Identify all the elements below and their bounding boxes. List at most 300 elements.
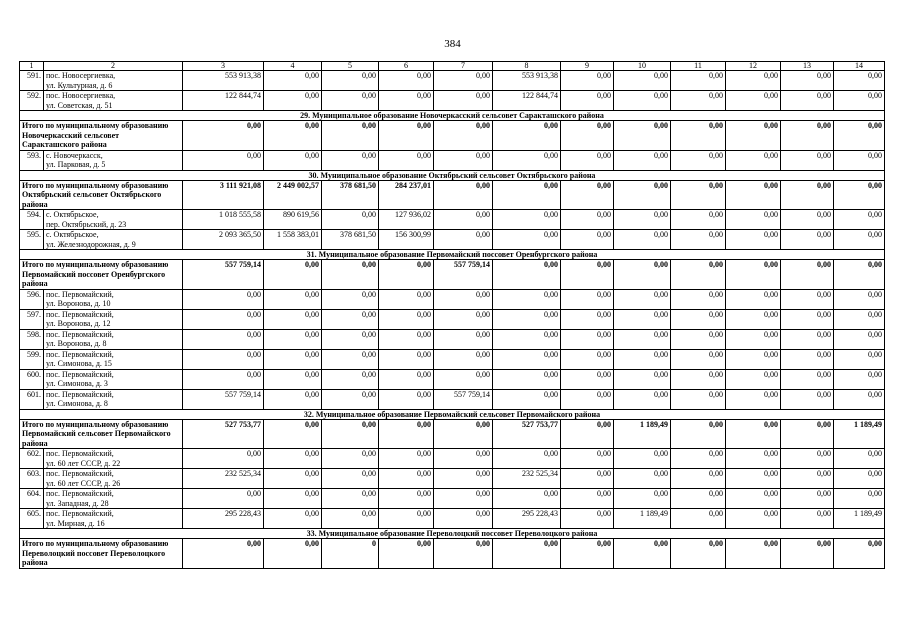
amount-cell: 0,00 xyxy=(781,180,834,210)
amount-cell: 0,00 xyxy=(726,180,781,210)
amount-cell: 0,00 xyxy=(183,369,264,389)
subtotal-row xyxy=(20,419,885,449)
cell-line: с. Октябрьское, xyxy=(46,230,99,239)
amount-cell: 0,00 xyxy=(561,230,614,250)
amount-cell: 0,00 xyxy=(781,469,834,489)
amount-cell: 0,00 xyxy=(183,449,264,469)
amount-cell: 0,00 xyxy=(183,289,264,309)
table-row xyxy=(20,509,885,529)
table-row xyxy=(20,150,885,170)
cell-line: ул. Симонова, д. 15 xyxy=(46,359,112,368)
column-number: 3 xyxy=(183,62,264,71)
amount-cell: 0,00 xyxy=(561,309,614,329)
amount-cell: 0,00 xyxy=(561,449,614,469)
cell-line: пос. Первомайский, xyxy=(46,289,114,299)
cell-line: Первомайский сельсовет Первомайского xyxy=(22,429,171,438)
amount-cell: 0,00 xyxy=(671,121,726,151)
amount-cell: 0,00 xyxy=(671,489,726,509)
column-number-row xyxy=(20,62,885,71)
column-number: 4 xyxy=(264,62,322,71)
row-index: 599. xyxy=(20,349,44,369)
amount-cell: 0,00 xyxy=(434,210,493,230)
amount-cell: 0,00 xyxy=(561,489,614,509)
subtotal-label xyxy=(20,121,183,151)
amount-cell: 0,00 xyxy=(834,489,885,509)
amount-cell: 295 228,43 xyxy=(493,509,561,529)
amount-cell: 0,00 xyxy=(834,309,885,329)
amount-cell: 0,00 xyxy=(379,289,434,309)
table-row xyxy=(20,289,885,309)
amount-cell: 0,00 xyxy=(614,369,671,389)
cell-line: ул. 60 лет СССР, д. 26 xyxy=(46,478,121,488)
amount-cell: 0,00 xyxy=(322,389,379,409)
amount-cell: 0,00 xyxy=(434,489,493,509)
address-cell xyxy=(44,210,183,230)
amount-cell: 0,00 xyxy=(493,150,561,170)
amount-cell: 0,00 xyxy=(379,449,434,469)
table-row xyxy=(20,389,885,409)
amount-cell: 0,00 xyxy=(434,309,493,329)
amount-cell: 0,00 xyxy=(561,349,614,369)
address-cell xyxy=(44,509,183,529)
amount-cell: 0,00 xyxy=(183,150,264,170)
cell-line: района xyxy=(22,199,48,209)
row-index: 595. xyxy=(20,230,44,250)
amount-cell: 0,00 xyxy=(614,230,671,250)
amount-cell: 0,00 xyxy=(561,389,614,409)
amount-cell: 0,00 xyxy=(264,449,322,469)
address-cell xyxy=(44,449,183,469)
amount-cell: 0,00 xyxy=(781,509,834,529)
row-index: 594. xyxy=(20,210,44,230)
table-row xyxy=(20,329,885,349)
address-cell xyxy=(44,349,183,369)
amount-cell: 0,00 xyxy=(379,349,434,369)
address-cell xyxy=(44,289,183,309)
amount-cell: 0,00 xyxy=(322,71,379,91)
amount-cell: 0,00 xyxy=(322,289,379,309)
amount-cell: 0,00 xyxy=(434,349,493,369)
amount-cell: 0,00 xyxy=(183,121,264,151)
amount-cell: 0,00 xyxy=(493,449,561,469)
amount-cell: 0,00 xyxy=(671,349,726,369)
amount-cell: 0,00 xyxy=(493,539,561,569)
amount-cell: 0,00 xyxy=(726,349,781,369)
amount-cell: 0,00 xyxy=(834,210,885,230)
amount-cell: 0,00 xyxy=(493,230,561,250)
cell-line: Итого по муниципальному образованию xyxy=(22,419,169,429)
amount-cell: 0,00 xyxy=(379,389,434,409)
cell-line: пос. Первомайский, xyxy=(46,369,114,379)
amount-cell: 0,00 xyxy=(671,329,726,349)
amount-cell: 0,00 xyxy=(264,121,322,151)
column-number: 5 xyxy=(322,62,379,71)
subtotal-row xyxy=(20,180,885,210)
amount-cell: 0,00 xyxy=(183,329,264,349)
amount-cell: 0,00 xyxy=(726,419,781,449)
amount-cell: 0,00 xyxy=(834,91,885,111)
row-index: 604. xyxy=(20,489,44,509)
amount-cell: 0,00 xyxy=(781,369,834,389)
amount-cell: 0,00 xyxy=(379,369,434,389)
amount-cell: 0,00 xyxy=(561,260,614,290)
section-title: 31. Муниципальное образование Первомайский поссовет Оренбургского района xyxy=(20,250,885,260)
amount-cell: 0,00 xyxy=(614,389,671,409)
amount-cell: 0,00 xyxy=(781,489,834,509)
amount-cell: 0,00 xyxy=(493,180,561,210)
amount-cell: 0,00 xyxy=(561,419,614,449)
amount-cell: 232 525,34 xyxy=(493,469,561,489)
amount-cell: 156 300,99 xyxy=(379,230,434,250)
cell-line: района xyxy=(22,279,48,288)
address-cell xyxy=(44,91,183,111)
amount-cell: 0,00 xyxy=(379,419,434,449)
amount-cell: 0,00 xyxy=(671,369,726,389)
amount-cell: 557 759,14 xyxy=(434,389,493,409)
amount-cell: 0,00 xyxy=(379,91,434,111)
amount-cell: 0,00 xyxy=(561,539,614,569)
amount-cell: 0,00 xyxy=(322,469,379,489)
amount-cell: 0,00 xyxy=(834,539,885,569)
section-header-row xyxy=(20,111,885,121)
amount-cell: 0,00 xyxy=(264,369,322,389)
column-number: 6 xyxy=(379,62,434,71)
amount-cell: 0,00 xyxy=(379,469,434,489)
amount-cell: 0,00 xyxy=(322,509,379,529)
cell-line: пос. Первомайский, xyxy=(46,489,114,498)
amount-cell: 0,00 xyxy=(561,369,614,389)
amount-cell: 0 xyxy=(322,539,379,569)
cell-line: Итого по муниципальному образованию xyxy=(22,121,169,130)
cell-line: пер. Октябрьский, д. 23 xyxy=(46,219,127,229)
amount-cell: 0,00 xyxy=(726,230,781,250)
address-cell xyxy=(44,150,183,170)
amount-cell: 2 449 002,57 xyxy=(264,180,322,210)
subtotal-label xyxy=(20,180,183,210)
amount-cell: 0,00 xyxy=(834,289,885,309)
amount-cell: 0,00 xyxy=(726,389,781,409)
subtotal-label xyxy=(20,260,183,290)
amount-cell: 122 844,74 xyxy=(493,91,561,111)
section-header-row xyxy=(20,250,885,260)
amount-cell: 0,00 xyxy=(264,309,322,329)
amount-cell: 0,00 xyxy=(322,369,379,389)
table-row xyxy=(20,349,885,369)
amount-cell: 0,00 xyxy=(434,121,493,151)
amount-cell: 0,00 xyxy=(379,121,434,151)
cell-line: Октябрьский сельсовет Октябрьского xyxy=(22,190,162,199)
row-index: 593. xyxy=(20,150,44,170)
cell-line: района xyxy=(22,558,48,567)
row-index: 601. xyxy=(20,389,44,409)
amount-cell: 2 093 365,50 xyxy=(183,230,264,250)
amount-cell: 553 913,38 xyxy=(493,71,561,91)
column-number: 14 xyxy=(834,62,885,71)
cell-line: ул. Мирная, д. 16 xyxy=(46,518,105,528)
amount-cell: 0,00 xyxy=(726,210,781,230)
row-index: 591. xyxy=(20,71,44,91)
address-cell xyxy=(44,329,183,349)
cell-line: пос. Первомайский, xyxy=(46,469,114,478)
amount-cell: 0,00 xyxy=(671,309,726,329)
amount-cell: 0,00 xyxy=(726,489,781,509)
amount-cell: 0,00 xyxy=(322,419,379,449)
cell-line: ул. Симонова, д. 8 xyxy=(46,399,108,408)
address-cell xyxy=(44,489,183,509)
cell-line: пос. Первомайский, xyxy=(46,389,114,399)
amount-cell: 0,00 xyxy=(493,489,561,509)
cell-line: Первомайский поссовет Оренбургского xyxy=(22,269,166,279)
amount-cell: 0,00 xyxy=(834,121,885,151)
amount-cell: 0,00 xyxy=(264,539,322,569)
cell-line: Итого по муниципальному образованию xyxy=(22,539,169,548)
amount-cell: 0,00 xyxy=(726,509,781,529)
amount-cell: 0,00 xyxy=(379,489,434,509)
amount-cell: 0,00 xyxy=(671,180,726,210)
cell-line: Итого по муниципальному образованию xyxy=(22,180,169,190)
amount-cell: 0,00 xyxy=(493,260,561,290)
table-row xyxy=(20,449,885,469)
amount-cell: 1 189,49 xyxy=(614,509,671,529)
amount-cell: 0,00 xyxy=(561,469,614,489)
amount-cell: 0,00 xyxy=(834,389,885,409)
amount-cell: 0,00 xyxy=(434,509,493,529)
amount-cell: 0,00 xyxy=(493,309,561,329)
amount-cell: 0,00 xyxy=(781,91,834,111)
cell-line: с. Новочеркасск, xyxy=(46,150,103,160)
amount-cell: 0,00 xyxy=(726,449,781,469)
address-cell xyxy=(44,230,183,250)
amount-cell: 0,00 xyxy=(322,121,379,151)
row-index: 603. xyxy=(20,469,44,489)
amount-cell: 0,00 xyxy=(183,489,264,509)
amount-cell: 378 681,50 xyxy=(322,230,379,250)
amount-cell: 0,00 xyxy=(561,509,614,529)
amount-cell: 0,00 xyxy=(671,509,726,529)
amount-cell: 0,00 xyxy=(493,121,561,151)
amount-cell: 0,00 xyxy=(264,489,322,509)
amount-cell: 0,00 xyxy=(434,180,493,210)
cell-line: Итого по муниципальному образованию xyxy=(22,260,169,269)
amount-cell: 0,00 xyxy=(379,71,434,91)
amount-cell: 0,00 xyxy=(264,419,322,449)
cell-line: ул. Западная, д. 28 xyxy=(46,498,109,508)
amount-cell: 557 759,14 xyxy=(183,389,264,409)
amount-cell: 0,00 xyxy=(614,71,671,91)
section-title: 32. Муниципальное образование Первомайский сельсовет Первомайского района xyxy=(20,409,885,419)
amount-cell: 0,00 xyxy=(834,449,885,469)
amount-cell: 0,00 xyxy=(264,509,322,529)
amount-cell: 0,00 xyxy=(379,539,434,569)
amount-cell: 0,00 xyxy=(726,121,781,151)
amount-cell: 0,00 xyxy=(726,289,781,309)
amount-cell: 0,00 xyxy=(264,469,322,489)
subtotal-label xyxy=(20,539,183,569)
column-number: 2 xyxy=(44,62,183,71)
amount-cell: 232 525,34 xyxy=(183,469,264,489)
amount-cell: 0,00 xyxy=(781,121,834,151)
table-row xyxy=(20,71,885,91)
amount-cell: 0,00 xyxy=(493,389,561,409)
amount-cell: 0,00 xyxy=(379,329,434,349)
amount-cell: 0,00 xyxy=(781,309,834,329)
amount-cell: 122 844,74 xyxy=(183,91,264,111)
amount-cell: 0,00 xyxy=(671,469,726,489)
amount-cell: 0,00 xyxy=(671,71,726,91)
row-index: 600. xyxy=(20,369,44,389)
amount-cell: 0,00 xyxy=(379,309,434,329)
amount-cell: 0,00 xyxy=(834,260,885,290)
section-header-row xyxy=(20,409,885,419)
section-title: 29. Муниципальное образование Новочеркасский сельсовет Саракташского района xyxy=(20,111,885,121)
table-row xyxy=(20,230,885,250)
subtotal-row xyxy=(20,121,885,151)
amount-cell: 0,00 xyxy=(561,121,614,151)
amount-cell: 0,00 xyxy=(726,91,781,111)
column-number: 7 xyxy=(434,62,493,71)
amount-cell: 0,00 xyxy=(434,369,493,389)
amount-cell: 0,00 xyxy=(834,369,885,389)
amount-cell: 0,00 xyxy=(671,260,726,290)
cell-line: пос. Первомайский, xyxy=(46,509,114,518)
amount-cell: 0,00 xyxy=(434,539,493,569)
amount-cell: 0,00 xyxy=(726,260,781,290)
amount-cell: 0,00 xyxy=(322,449,379,469)
row-index: 602. xyxy=(20,449,44,469)
amount-cell: 1 018 555,58 xyxy=(183,210,264,230)
amount-cell: 0,00 xyxy=(781,419,834,449)
amount-cell: 0,00 xyxy=(322,210,379,230)
amount-cell: 0,00 xyxy=(264,260,322,290)
amount-cell: 0,00 xyxy=(614,469,671,489)
amount-cell: 0,00 xyxy=(493,289,561,309)
amount-cell: 0,00 xyxy=(671,289,726,309)
amount-cell: 0,00 xyxy=(264,389,322,409)
amount-cell: 0,00 xyxy=(671,210,726,230)
housing-fund-table xyxy=(19,61,885,569)
amount-cell: 0,00 xyxy=(322,260,379,290)
amount-cell: 0,00 xyxy=(614,309,671,329)
amount-cell: 0,00 xyxy=(493,329,561,349)
column-number: 13 xyxy=(781,62,834,71)
table-row xyxy=(20,489,885,509)
amount-cell: 0,00 xyxy=(781,71,834,91)
amount-cell: 1 189,49 xyxy=(834,419,885,449)
column-number: 9 xyxy=(561,62,614,71)
address-cell xyxy=(44,71,183,91)
amount-cell: 0,00 xyxy=(726,369,781,389)
cell-line: пос. Первомайский, xyxy=(46,309,114,319)
amount-cell: 0,00 xyxy=(561,289,614,309)
table-row xyxy=(20,309,885,329)
amount-cell: 557 759,14 xyxy=(434,260,493,290)
amount-cell: 0,00 xyxy=(781,230,834,250)
amount-cell: 0,00 xyxy=(834,150,885,170)
amount-cell: 0,00 xyxy=(781,150,834,170)
amount-cell: 557 759,14 xyxy=(183,260,264,290)
amount-cell: 0,00 xyxy=(264,329,322,349)
amount-cell: 0,00 xyxy=(671,150,726,170)
amount-cell: 0,00 xyxy=(614,289,671,309)
amount-cell: 0,00 xyxy=(781,210,834,230)
amount-cell: 527 753,77 xyxy=(183,419,264,449)
amount-cell: 0,00 xyxy=(561,150,614,170)
cell-line: ул. Воронова, д. 8 xyxy=(46,339,107,348)
cell-line: ул. Советская, д. 51 xyxy=(46,100,113,110)
amount-cell: 0,00 xyxy=(614,180,671,210)
amount-cell: 0,00 xyxy=(726,150,781,170)
amount-cell: 0,00 xyxy=(781,349,834,369)
amount-cell: 0,00 xyxy=(614,260,671,290)
row-index: 592. xyxy=(20,91,44,111)
amount-cell: 0,00 xyxy=(726,329,781,349)
subtotal-row xyxy=(20,260,885,290)
amount-cell: 0,00 xyxy=(264,349,322,369)
row-index: 605. xyxy=(20,509,44,529)
row-index: 597. xyxy=(20,309,44,329)
cell-line: пос. Первомайский, xyxy=(46,349,114,359)
amount-cell: 0,00 xyxy=(493,210,561,230)
amount-cell: 0,00 xyxy=(434,469,493,489)
row-index: 598. xyxy=(20,329,44,349)
amount-cell: 0,00 xyxy=(726,309,781,329)
amount-cell: 0,00 xyxy=(434,230,493,250)
amount-cell: 0,00 xyxy=(834,349,885,369)
amount-cell: 1 189,49 xyxy=(834,509,885,529)
amount-cell: 0,00 xyxy=(434,150,493,170)
amount-cell: 0,00 xyxy=(183,539,264,569)
table-row xyxy=(20,210,885,230)
amount-cell: 0,00 xyxy=(561,329,614,349)
amount-cell: 0,00 xyxy=(781,329,834,349)
column-number: 10 xyxy=(614,62,671,71)
amount-cell: 0,00 xyxy=(614,210,671,230)
address-cell xyxy=(44,309,183,329)
amount-cell: 1 189,49 xyxy=(614,419,671,449)
amount-cell: 0,00 xyxy=(614,91,671,111)
amount-cell: 0,00 xyxy=(561,71,614,91)
column-number: 8 xyxy=(493,62,561,71)
amount-cell: 0,00 xyxy=(781,449,834,469)
address-cell xyxy=(44,469,183,489)
amount-cell: 0,00 xyxy=(726,71,781,91)
amount-cell: 0,00 xyxy=(561,210,614,230)
amount-cell: 0,00 xyxy=(614,349,671,369)
amount-cell: 0,00 xyxy=(322,309,379,329)
amount-cell: 0,00 xyxy=(493,349,561,369)
cell-line: ул. 60 лет СССР, д. 22 xyxy=(46,458,121,468)
amount-cell: 0,00 xyxy=(781,260,834,290)
amount-cell: 0,00 xyxy=(434,289,493,309)
cell-line: ул. Воронова, д. 12 xyxy=(46,319,111,328)
amount-cell: 1 558 383,01 xyxy=(264,230,322,250)
amount-cell: 0,00 xyxy=(671,91,726,111)
cell-line: пос. Первомайский, xyxy=(46,449,114,458)
column-number: 12 xyxy=(726,62,781,71)
cell-line: Саракташского района xyxy=(22,140,107,149)
cell-line: ул. Симонова, д. 3 xyxy=(46,379,108,388)
section-title: 33. Муниципальное образование Переволоцкий поссовет Переволоцкого района xyxy=(20,529,885,539)
amount-cell: 0,00 xyxy=(671,230,726,250)
amount-cell: 0,00 xyxy=(781,389,834,409)
page-number: 384 xyxy=(444,38,461,50)
amount-cell: 0,00 xyxy=(434,91,493,111)
amount-cell: 0,00 xyxy=(614,539,671,569)
amount-cell: 0,00 xyxy=(183,349,264,369)
amount-cell: 0,00 xyxy=(834,230,885,250)
subtotal-row xyxy=(20,539,885,569)
amount-cell: 0,00 xyxy=(322,329,379,349)
